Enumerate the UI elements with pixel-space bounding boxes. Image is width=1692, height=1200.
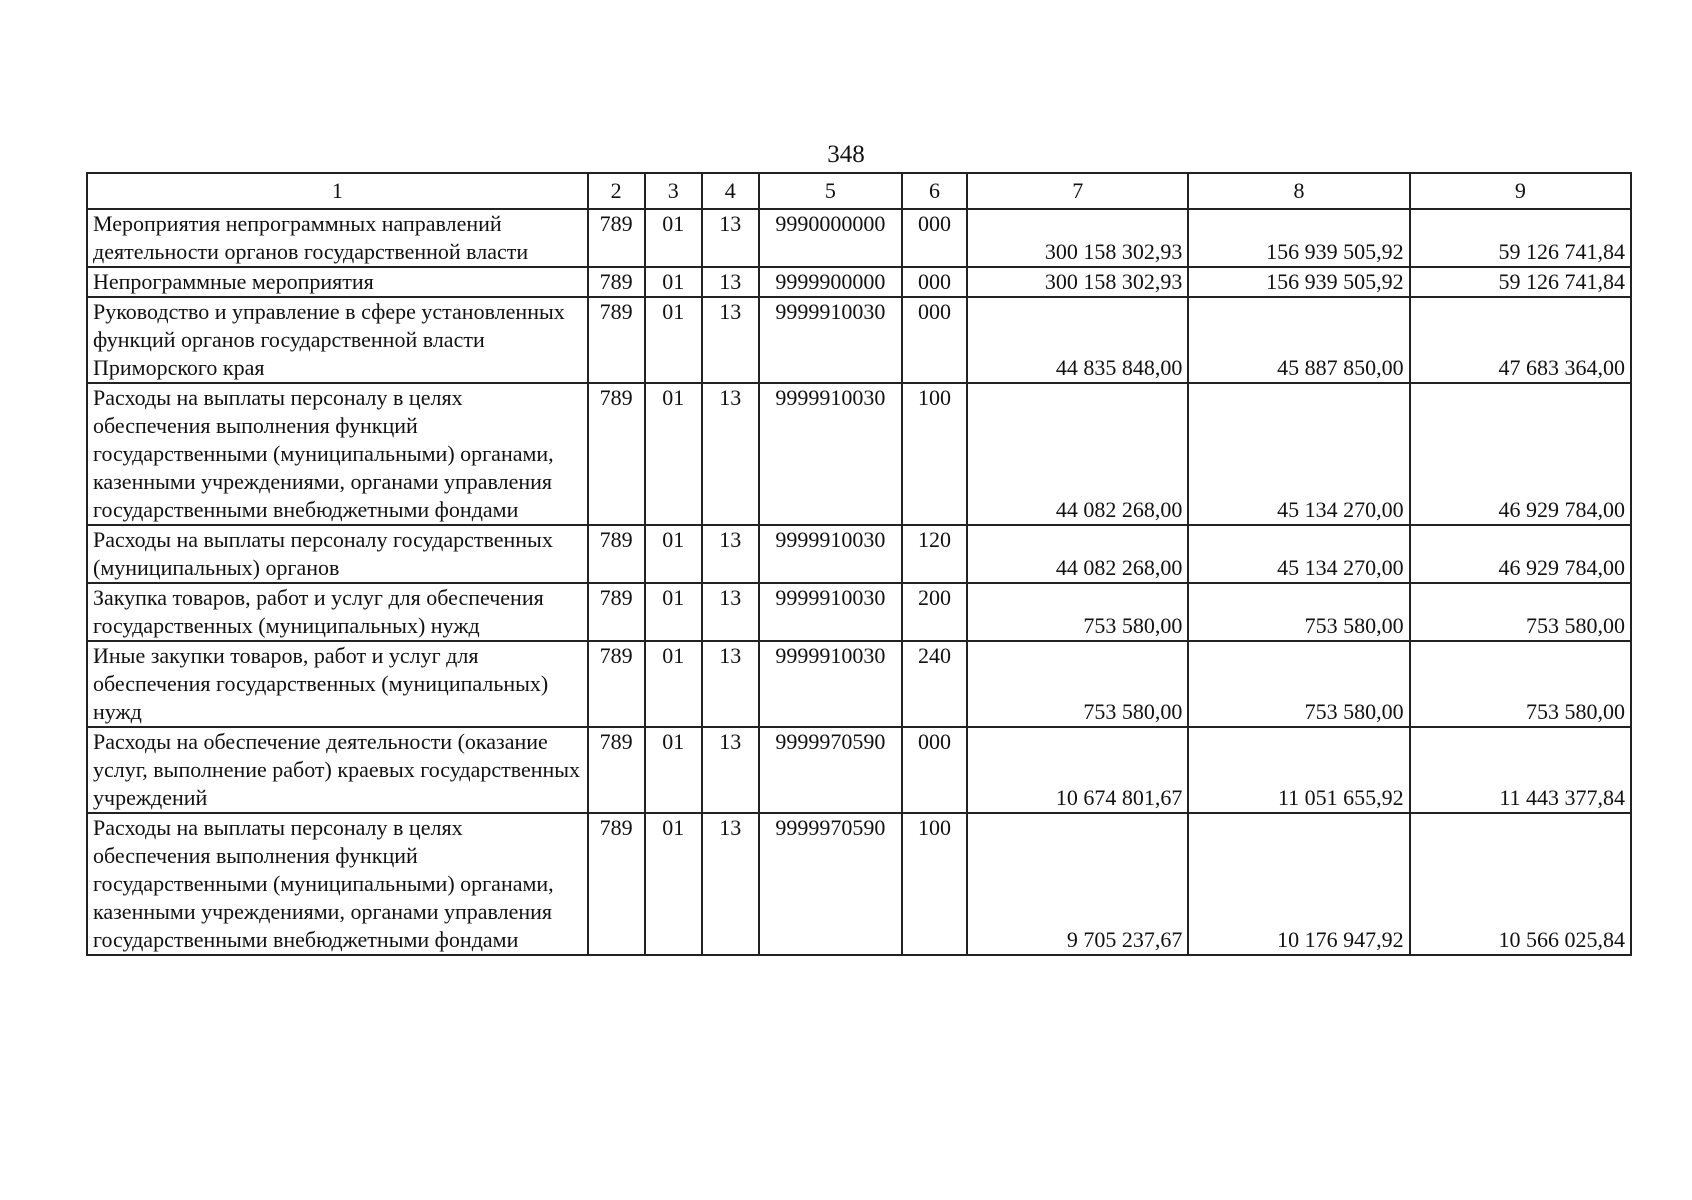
table-row <box>87 727 1631 813</box>
amount-col7: 300 158 302,93 <box>967 209 1188 267</box>
code-admin: 789 <box>588 383 645 525</box>
amount-col9: 11 443 377,84 <box>1410 727 1631 813</box>
amount-col7: 753 580,00 <box>967 641 1188 727</box>
amount-col9: 10 566 025,84 <box>1410 813 1631 955</box>
amount-col9: 59 126 741,84 <box>1410 267 1631 297</box>
row-description: Мероприятия непрограммных направлений деятельности органов государственной власти <box>87 209 588 267</box>
amount-col9: 753 580,00 <box>1410 583 1631 641</box>
code-target: 9999970590 <box>759 727 902 813</box>
budget-table <box>86 172 1632 956</box>
code-section: 01 <box>645 583 702 641</box>
code-section: 01 <box>645 813 702 955</box>
amount-col8: 45 134 270,00 <box>1188 525 1409 583</box>
code-subsection: 13 <box>702 813 759 955</box>
code-expense-type: 000 <box>902 267 967 297</box>
amount-col8: 753 580,00 <box>1188 583 1409 641</box>
code-admin: 789 <box>588 297 645 383</box>
row-description: Руководство и управление в сфере установленных функций органов государственной власти Приморского края <box>87 297 588 383</box>
code-target: 9999910030 <box>759 525 902 583</box>
code-subsection: 13 <box>702 209 759 267</box>
code-expense-type: 000 <box>902 727 967 813</box>
amount-col8: 156 939 505,92 <box>1188 209 1409 267</box>
code-admin: 789 <box>588 209 645 267</box>
table-row <box>87 383 1631 525</box>
code-expense-type: 000 <box>902 209 967 267</box>
code-expense-type: 100 <box>902 813 967 955</box>
page-number: 348 <box>827 141 865 168</box>
table-row <box>87 583 1631 641</box>
code-admin: 789 <box>588 525 645 583</box>
column-header: 2 <box>588 173 645 209</box>
code-subsection: 13 <box>702 383 759 525</box>
amount-col7: 300 158 302,93 <box>967 267 1188 297</box>
code-expense-type: 120 <box>902 525 967 583</box>
column-header: 9 <box>1410 173 1631 209</box>
amount-col7: 753 580,00 <box>967 583 1188 641</box>
amount-col9: 47 683 364,00 <box>1410 297 1631 383</box>
column-header: 4 <box>702 173 759 209</box>
table-row <box>87 209 1631 267</box>
code-target: 9999910030 <box>759 583 902 641</box>
amount-col8: 45 134 270,00 <box>1188 383 1409 525</box>
header-row <box>87 173 1631 209</box>
code-subsection: 13 <box>702 267 759 297</box>
code-admin: 789 <box>588 641 645 727</box>
amount-col7: 44 835 848,00 <box>967 297 1188 383</box>
code-target: 9999900000 <box>759 267 902 297</box>
column-header: 5 <box>759 173 902 209</box>
code-section: 01 <box>645 209 702 267</box>
code-target: 9999910030 <box>759 641 902 727</box>
amount-col7: 44 082 268,00 <box>967 383 1188 525</box>
row-description: Расходы на обеспечение деятельности (оказание услуг, выполнение работ) краевых государственных учреждений <box>87 727 588 813</box>
amount-col7: 9 705 237,67 <box>967 813 1188 955</box>
code-admin: 789 <box>588 267 645 297</box>
amount-col8: 10 176 947,92 <box>1188 813 1409 955</box>
code-target: 9990000000 <box>759 209 902 267</box>
code-expense-type: 100 <box>902 383 967 525</box>
code-subsection: 13 <box>702 641 759 727</box>
column-header: 6 <box>902 173 967 209</box>
code-target: 9999910030 <box>759 297 902 383</box>
code-expense-type: 240 <box>902 641 967 727</box>
column-header: 1 <box>87 173 588 209</box>
table-row <box>87 297 1631 383</box>
code-subsection: 13 <box>702 525 759 583</box>
code-expense-type: 000 <box>902 297 967 383</box>
code-admin: 789 <box>588 583 645 641</box>
code-admin: 789 <box>588 727 645 813</box>
code-target: 9999910030 <box>759 383 902 525</box>
row-description: Закупка товаров, работ и услуг для обеспечения государственных (муниципальных) нужд <box>87 583 588 641</box>
table-row <box>87 641 1631 727</box>
column-header: 3 <box>645 173 702 209</box>
column-header: 7 <box>967 173 1188 209</box>
column-header: 8 <box>1188 173 1409 209</box>
table-row <box>87 525 1631 583</box>
amount-col8: 753 580,00 <box>1188 641 1409 727</box>
code-subsection: 13 <box>702 297 759 383</box>
code-expense-type: 200 <box>902 583 967 641</box>
row-description: Расходы на выплаты персоналу в целях обеспечения выполнения функций государственными (муниципальными) органами, казенными учреждениями, органами управления государственными внебюджетными фондами <box>87 813 588 955</box>
amount-col9: 753 580,00 <box>1410 641 1631 727</box>
amount-col9: 46 929 784,00 <box>1410 383 1631 525</box>
row-description: Иные закупки товаров, работ и услуг для обеспечения государственных (муниципальных) нужд <box>87 641 588 727</box>
code-section: 01 <box>645 383 702 525</box>
amount-col8: 156 939 505,92 <box>1188 267 1409 297</box>
amount-col7: 44 082 268,00 <box>967 525 1188 583</box>
code-admin: 789 <box>588 813 645 955</box>
amount-col8: 11 051 655,92 <box>1188 727 1409 813</box>
table-row <box>87 813 1631 955</box>
code-section: 01 <box>645 641 702 727</box>
table-row <box>87 267 1631 297</box>
code-target: 9999970590 <box>759 813 902 955</box>
code-subsection: 13 <box>702 727 759 813</box>
row-description: Непрограммные мероприятия <box>87 267 588 297</box>
code-section: 01 <box>645 525 702 583</box>
amount-col8: 45 887 850,00 <box>1188 297 1409 383</box>
code-section: 01 <box>645 267 702 297</box>
code-subsection: 13 <box>702 583 759 641</box>
row-description: Расходы на выплаты персоналу в целях обеспечения выполнения функций государственными (муниципальными) органами, казенными учреждениями, органами управления государственными внебюджетными фондами <box>87 383 588 525</box>
row-description: Расходы на выплаты персоналу государственных (муниципальных) органов <box>87 525 588 583</box>
amount-col7: 10 674 801,67 <box>967 727 1188 813</box>
code-section: 01 <box>645 727 702 813</box>
code-section: 01 <box>645 297 702 383</box>
amount-col9: 46 929 784,00 <box>1410 525 1631 583</box>
amount-col9: 59 126 741,84 <box>1410 209 1631 267</box>
